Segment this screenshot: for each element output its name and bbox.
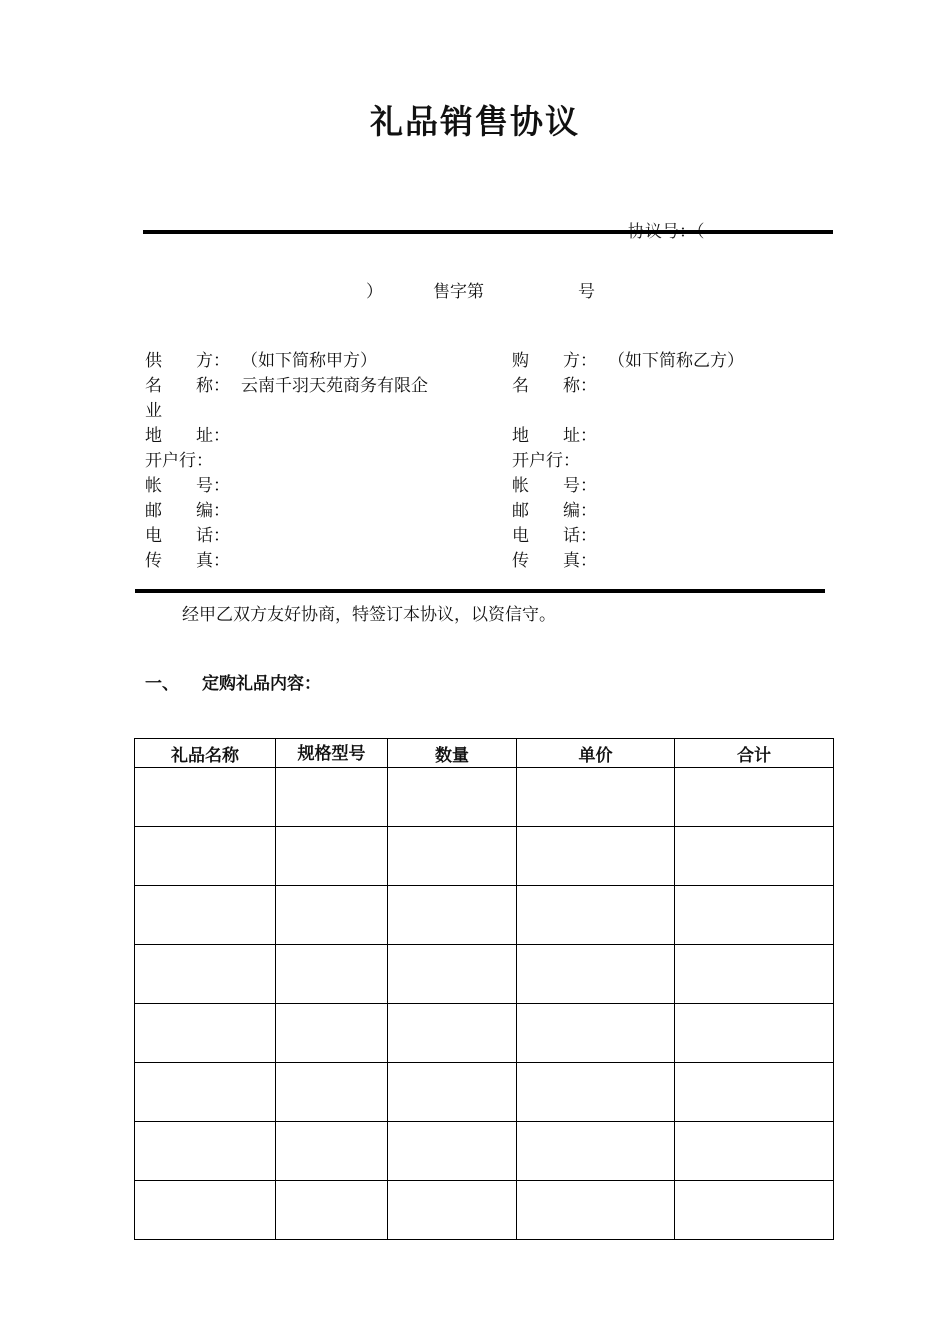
table-cell[interactable] (276, 768, 388, 827)
buyer-fax-label: 传 真： (512, 551, 597, 571)
table-cell[interactable] (675, 768, 834, 827)
party-divider (135, 589, 825, 593)
table-cell[interactable] (675, 945, 834, 1004)
table-row (135, 827, 834, 886)
table-cell[interactable] (517, 1122, 675, 1181)
table-row (135, 1122, 834, 1181)
supplier-name-wrap: 业 (145, 401, 162, 421)
table-row (135, 945, 834, 1004)
header-total: 合计 (675, 739, 834, 768)
buyer-name-label: 名 称： (512, 376, 597, 396)
table-cell[interactable] (388, 1004, 517, 1063)
table-row (135, 1063, 834, 1122)
buyer-block (512, 349, 832, 574)
header-spec-model: 规格型号 (276, 739, 388, 768)
table-cell[interactable] (276, 1181, 388, 1240)
table-cell[interactable] (517, 886, 675, 945)
table-cell[interactable] (388, 1122, 517, 1181)
supplier-name-value: 云南千羽天苑商务有限企 (241, 376, 428, 396)
intro-text: 经甲乙双方友好协商，特签订本协议，以资信守。 (182, 605, 556, 625)
supplier-address-label: 地 址： (145, 426, 230, 446)
supplier-phone-label: 电 话： (145, 526, 230, 546)
table-cell[interactable] (388, 945, 517, 1004)
buyer-header-value: （如下简称乙方） (608, 351, 744, 371)
table-cell[interactable] (276, 827, 388, 886)
agreement-prefix: 售字第 (433, 282, 484, 302)
supplier-name-label: 名 称： (145, 376, 230, 396)
buyer-bank-label: 开户行： (512, 451, 580, 471)
table-cell[interactable] (388, 1063, 517, 1122)
table-cell[interactable] (276, 945, 388, 1004)
table-cell[interactable] (675, 1122, 834, 1181)
supplier-account-label: 帐 号： (145, 476, 230, 496)
table-cell[interactable] (675, 1004, 834, 1063)
supplier-block (145, 349, 475, 574)
buyer-phone-label: 电 话： (512, 526, 597, 546)
table-row (135, 886, 834, 945)
table-cell[interactable] (135, 1181, 276, 1240)
table-cell[interactable] (135, 945, 276, 1004)
buyer-account-label: 帐 号： (512, 476, 597, 496)
table-cell[interactable] (517, 1181, 675, 1240)
table-cell[interactable] (388, 768, 517, 827)
supplier-header-value: （如下简称甲方） (241, 351, 377, 371)
section-heading (145, 669, 321, 694)
table-cell[interactable] (135, 1122, 276, 1181)
table-cell[interactable] (675, 1181, 834, 1240)
table-cell[interactable] (517, 1004, 675, 1063)
header-quantity: 数量 (388, 739, 517, 768)
table-cell[interactable] (135, 827, 276, 886)
table-row (135, 1004, 834, 1063)
supplier-bank-label: 开户行： (145, 451, 213, 471)
supplier-fax-label: 传 真： (145, 551, 230, 571)
table-cell[interactable] (135, 768, 276, 827)
table-cell[interactable] (276, 1004, 388, 1063)
table-cell[interactable] (675, 886, 834, 945)
table-cell[interactable] (135, 1004, 276, 1063)
buyer-postcode-label: 邮 编： (512, 501, 597, 521)
table-cell[interactable] (517, 768, 675, 827)
table-cell[interactable] (135, 886, 276, 945)
table-cell[interactable] (675, 1063, 834, 1122)
header-unit-price: 单价 (517, 739, 675, 768)
agreement-close-paren: ） (366, 282, 383, 302)
gift-items-table (134, 738, 834, 1240)
document-title: 礼品销售协议 (370, 102, 580, 141)
table-row (135, 1181, 834, 1240)
section-number: 一、 (145, 674, 179, 694)
table-cell[interactable] (388, 886, 517, 945)
table-cell[interactable] (517, 827, 675, 886)
table-cell[interactable] (276, 1122, 388, 1181)
agreement-suffix: 号 (578, 282, 595, 302)
top-divider (143, 230, 833, 234)
table-header-row (135, 739, 834, 768)
supplier-postcode-label: 邮 编： (145, 501, 230, 521)
header-gift-name: 礼品名称 (135, 739, 276, 768)
buyer-address-label: 地 址： (512, 426, 597, 446)
supplier-header-label: 供 方： (145, 351, 230, 371)
buyer-header-label: 购 方： (512, 351, 597, 371)
table-cell[interactable] (388, 827, 517, 886)
table-cell[interactable] (675, 827, 834, 886)
table-cell[interactable] (135, 1063, 276, 1122)
table-cell[interactable] (276, 886, 388, 945)
table-cell[interactable] (276, 1063, 388, 1122)
table-cell[interactable] (517, 1063, 675, 1122)
section-title: 定购礼品内容： (202, 674, 321, 694)
table-cell[interactable] (388, 1181, 517, 1240)
table-cell[interactable] (517, 945, 675, 1004)
table-row (135, 768, 834, 827)
